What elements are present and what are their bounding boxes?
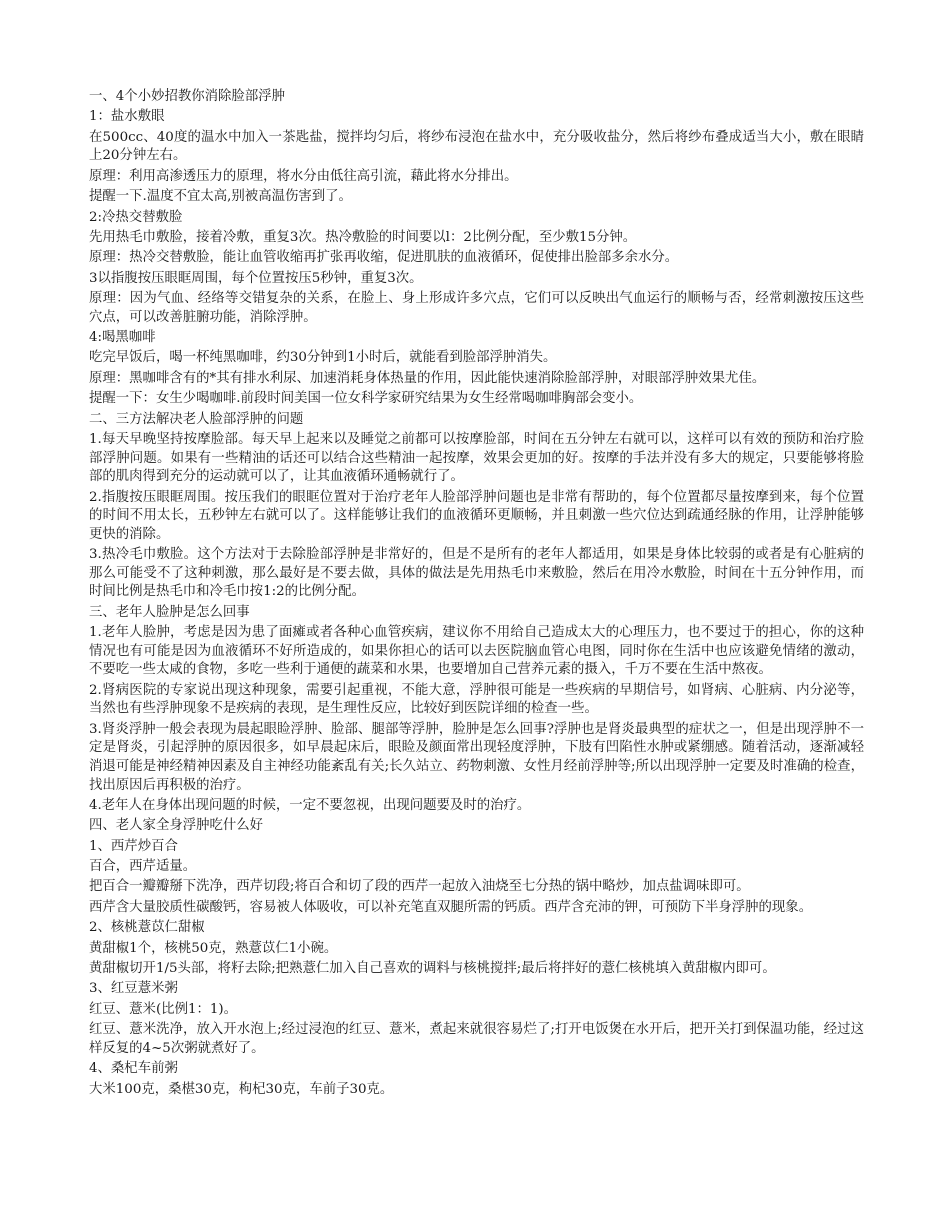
- paragraph: 原理：热冷交替敷脸，能让血管收缩再扩张再收缩，促进肌肤的血液循环，促使排出脸部多余水分。: [89, 250, 679, 266]
- document-body: [89, 88, 864, 1101]
- paragraph: 2.肾病医院的专家说出现这种现象，需要引起重视，不能大意，浮肿很可能是一些疾病的早期信号，如肾病、心脏病、内分泌等，当然也有些浮肿现象不是疾病的表现，是生理性反应，比较好到医院详细的检查一些。: [89, 682, 864, 717]
- paragraph: 4.老年人在身体出现问题的时候，一定不要忽视，出现问题要及时的治疗。: [89, 797, 531, 813]
- paragraph: 3.肾炎浮肿一般会表现为晨起眼睑浮肿、脸部、腿部等浮肿，脸肿是怎么回事?浮肿也是肾炎最典型的症状之一，但是出现浮肿不一定是肾炎，引起浮肿的原因很多，如早晨起床后，眼睑及颜面常出现轻度浮肿，下肢有凹陷性水肿或紧绷感。随着活动，逐渐减轻消退可能是神经精神因素及自主神经功能紊乱有关;长久站立、药物刺激、女性月经前浮肿等;所以出现浮肿一定要及时准确的检查，找出原因后再积极的治疗。: [89, 721, 864, 793]
- paragraph: 提醒一下.温度不宜太高,别被高温伤害到了。: [89, 189, 352, 205]
- subheading: 4、桑杞车前粥: [89, 1061, 178, 1077]
- paragraph: 原理：黑咖啡含有的*其有排水利尿、加速消耗身体热量的作用，因此能快速消除脸部浮肿，对眼部浮肿效果尤佳。: [89, 370, 766, 386]
- section-heading: 四、老人家全身浮肿吃什么好: [89, 818, 264, 834]
- paragraph: 提醒一下：女生少喝咖啡.前段时间美国一位女科学家研究结果为女生经常喝咖啡胸部会变小。: [89, 391, 643, 407]
- paragraph: 西芹含大量胶质性碳酸钙，容易被人体吸收，可以补充笔直双腿所需的钙质。西芹含充沛的钾，可预防下半身浮肿的现象。: [89, 899, 813, 915]
- subheading: 2、核桃薏苡仁甜椒: [89, 920, 205, 936]
- subheading: 1、西芹炒百合: [89, 838, 178, 854]
- paragraph: 黄甜椒切开1/5头部，将籽去除;把熟薏仁加入自己喜欢的调料与核桃搅拌;最后将拌好的薏仁核桃填入黄甜椒内即可。: [89, 961, 776, 977]
- section-heading: 二、三方法解决老人脸部浮肿的问题: [89, 411, 304, 427]
- paragraph: 2.指腹按压眼眶周围。按压我们的眼眶位置对于治疗老年人脸部浮肿问题也是非常有帮助的，每个位置都尽量按摩到来，每个位置的时间不用太长，五秒钟左右就可以了。这样能够让我们的血液循环更顺畅，并且刺激一些穴位达到疏通经脉的作用，让浮肿能够更快的消除。: [89, 489, 864, 542]
- subheading: 2:冷热交替敷脸: [89, 209, 183, 225]
- paragraph: 吃完早饭后，喝一杯纯黑咖啡，约30分钟到1小时后，就能看到脸部浮肿消失。: [89, 350, 557, 366]
- paragraph: 原理：因为气血、经络等交错复杂的关系，在脸上、身上形成许多穴点，它们可以反映出气血运行的顺畅与否，经常刺激按压这些穴点，可以改善脏腑功能，消除浮肿。: [89, 291, 864, 325]
- paragraph: 大米100克，桑椹30克，枸杞30克，车前子30克。: [89, 1081, 394, 1097]
- subheading: 4:喝黑咖啡: [89, 330, 156, 346]
- paragraph: 1.老年人脸肿，考虑是因为患了面瘫或者各种心血管疾病，建议你不用给自己造成太大的心理压力，也不要过于的担心，你的这种情况也有可能是因为血液循环不好所造成的，如果你担心的话可以去医院脑血管心电图，同时你在生活中也应该避免情绪的激动，不要吃一些太咸的食物，多吃一些利于通便的蔬菜和水果，也要增加自己营养元素的摄入，千万不要在生活中熬夜。: [89, 625, 864, 678]
- paragraph: 先用热毛巾敷脸，接着冷敷，重复3次。热冷敷脸的时间要以l：2比例分配，至少敷15分钟。: [89, 229, 637, 245]
- section-heading: 三、老年人脸肿是怎么回事: [89, 604, 250, 620]
- section-heading: 一、4个小妙招教你消除脸部浮肿: [89, 89, 285, 104]
- subheading: 1：盐水敷眼: [89, 109, 165, 125]
- paragraph: 1.每天早晚坚持按摩脸部。每天早上起来以及睡觉之前都可以按摩脸部，时间在五分钟左右就可以，这样可以有效的预防和治疗脸部浮肿问题。如果有一些精油的话还可以结合这些精油一起按摩，效果会更加的好。按摩的手法并没有多大的规定，只要能够将脸部的肌肉得到充分的运动就可以了，让其血液循环通畅就行了。: [89, 432, 864, 485]
- paragraph: 把百合一瓣瓣掰下洗净，西芹切段;将百合和切了段的西芹一起放入油烧至七分热的锅中略炒，加点盐调味即可。: [89, 879, 750, 895]
- paragraph: 红豆、薏米洗净，放入开水泡上;经过浸泡的红豆、薏米，煮起来就很容易烂了;打开电饭煲在水开后，把开关打到保温功能，经过这样反复的4~5次粥就煮好了。: [89, 1022, 864, 1056]
- paragraph: 黄甜椒1个，核桃50克，熟薏苡仁1小碗。: [89, 940, 338, 956]
- paragraph: 红豆、薏米(比例1：1)。: [89, 1001, 238, 1017]
- paragraph: 原理：利用高渗透压力的原理，将水分由低往高引流，藉此将水分排出。: [89, 168, 518, 184]
- paragraph: 百合，西芹适量。: [89, 859, 197, 875]
- paragraph: 在500cc、40度的温水中加入一茶匙盐，搅拌均匀后，将纱布浸泡在盐水中，充分吸收盐分，然后将纱布叠成适当大小，敷在眼睛上20分钟左右。: [89, 129, 864, 164]
- paragraph: 3.热冷毛巾敷脸。这个方法对于去除脸部浮肿是非常好的，但是不是所有的老年人都适用，如果是身体比较弱的或者是有心脏病的那么可能受不了这种刺激，那么最好是不要去做，具体的做法是先用热毛巾来敷脸，然后在用冷水敷脸，时间在十五分钟作用，而时间比例是热毛巾和冷毛巾按1:2的比例分配。: [89, 547, 864, 600]
- subheading: 3、红豆薏米粥: [89, 981, 178, 997]
- paragraph: 3以指腹按压眼眶周围，每个位置按压5秒钟，重复3次。: [89, 270, 423, 286]
